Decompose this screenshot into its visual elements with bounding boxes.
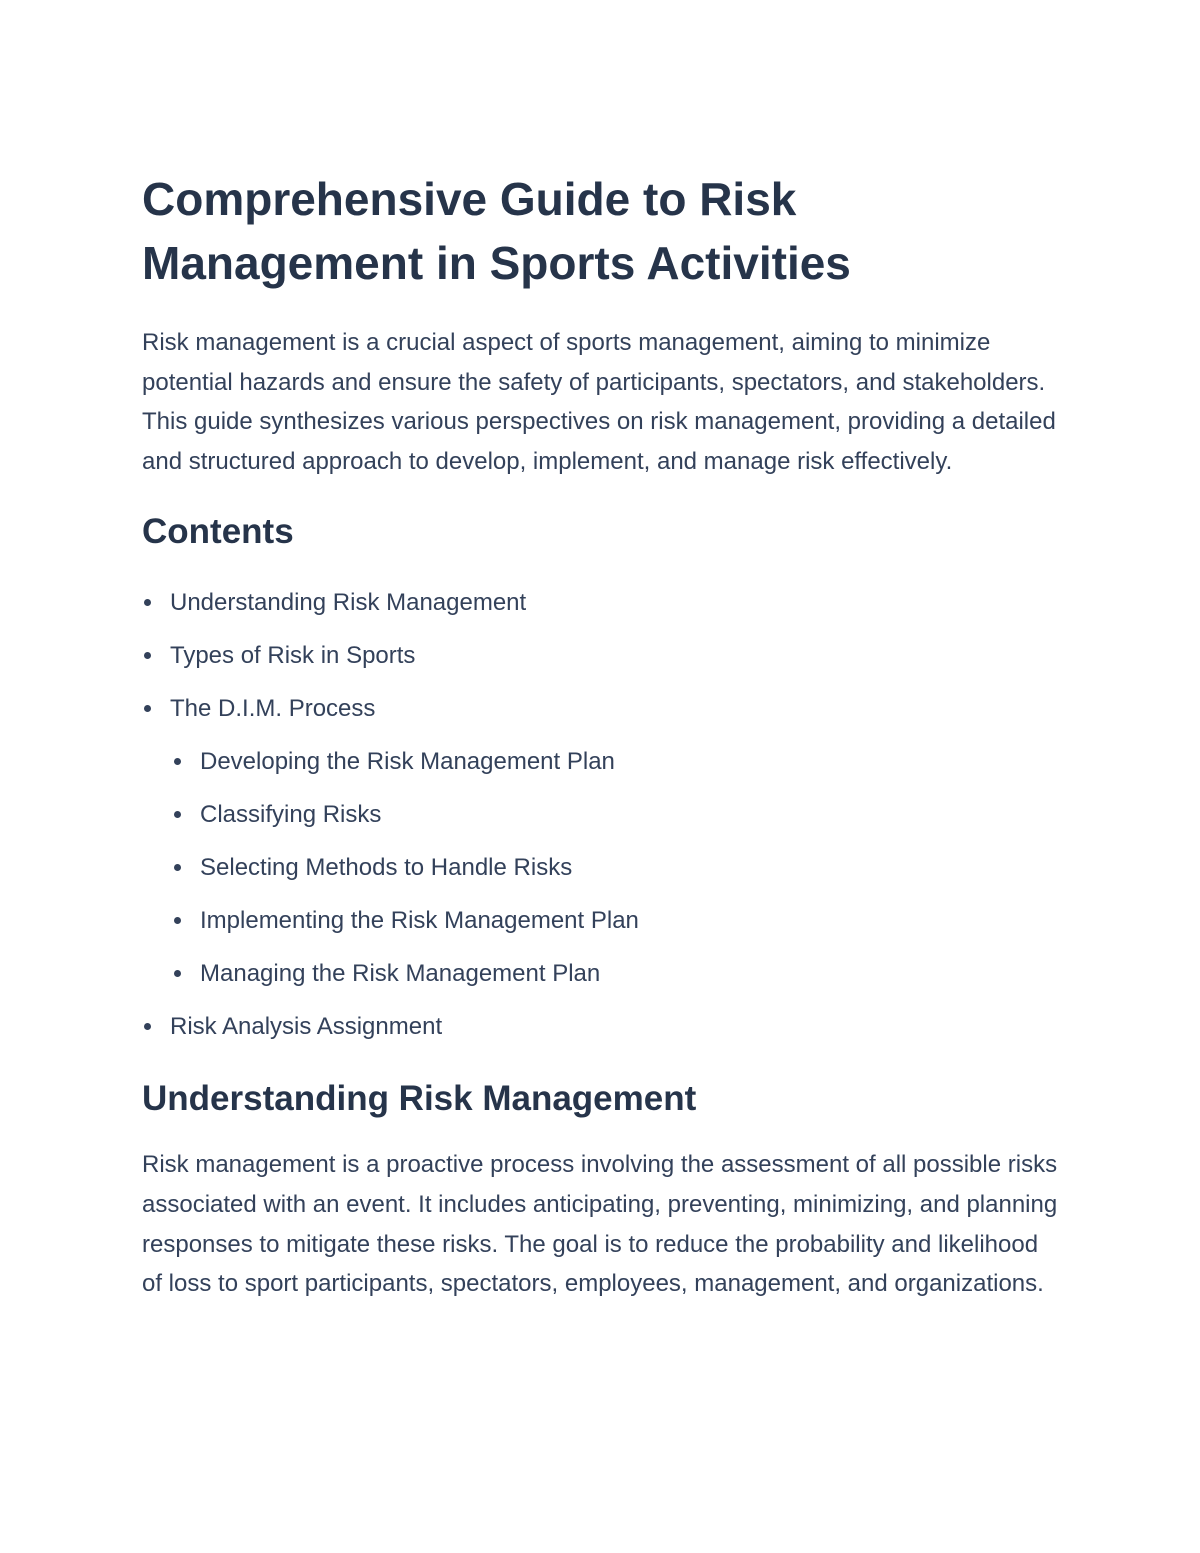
table-of-contents [142, 576, 1058, 1053]
toc-item-dim-process[interactable]: The D.I.M. Process [142, 682, 1058, 735]
toc-item-understanding-risk-management[interactable]: Understanding Risk Management [142, 576, 1058, 629]
section-body-understanding-risk-management: Risk management is a proactive process involving the assessment of all possible risks associated with an event. It includes anticipating, preventing, minimizing, and planning responses to mitigate these risks. The goal is to reduce the probability and likelihood of loss to sport participants, spectators, employees, management, and organizations. [142, 1151, 1058, 1298]
toc-subitem-developing-plan[interactable]: Developing the Risk Management Plan [142, 735, 1058, 788]
contents-heading: Contents [142, 512, 294, 552]
page-title: Comprehensive Guide to Risk Management in Sports Activities [142, 173, 851, 289]
section-heading-understanding-risk-management: Understanding Risk Management [142, 1079, 697, 1119]
toc-sublist-dim-process [142, 735, 1058, 1000]
toc-subitem-implementing-plan[interactable]: Implementing the Risk Management Plan [142, 894, 1058, 947]
toc-subitem-selecting-methods[interactable]: Selecting Methods to Handle Risks [142, 841, 1058, 894]
toc-item-risk-analysis-assignment[interactable]: Risk Analysis Assignment [142, 1000, 1058, 1053]
toc-subitem-classifying-risks[interactable]: Classifying Risks [142, 788, 1058, 841]
toc-item-types-of-risk[interactable]: Types of Risk in Sports [142, 629, 1058, 682]
intro-paragraph: Risk management is a crucial aspect of sports management, aiming to minimize potential hazards and ensure the safety of participants, spectators, and stakeholders. This guide synthesizes various perspectives on risk management, providing a detailed and structured approach to develop, implement, and manage risk effectively. [142, 329, 1056, 475]
toc-subitem-managing-plan[interactable]: Managing the Risk Management Plan [142, 947, 1058, 1000]
